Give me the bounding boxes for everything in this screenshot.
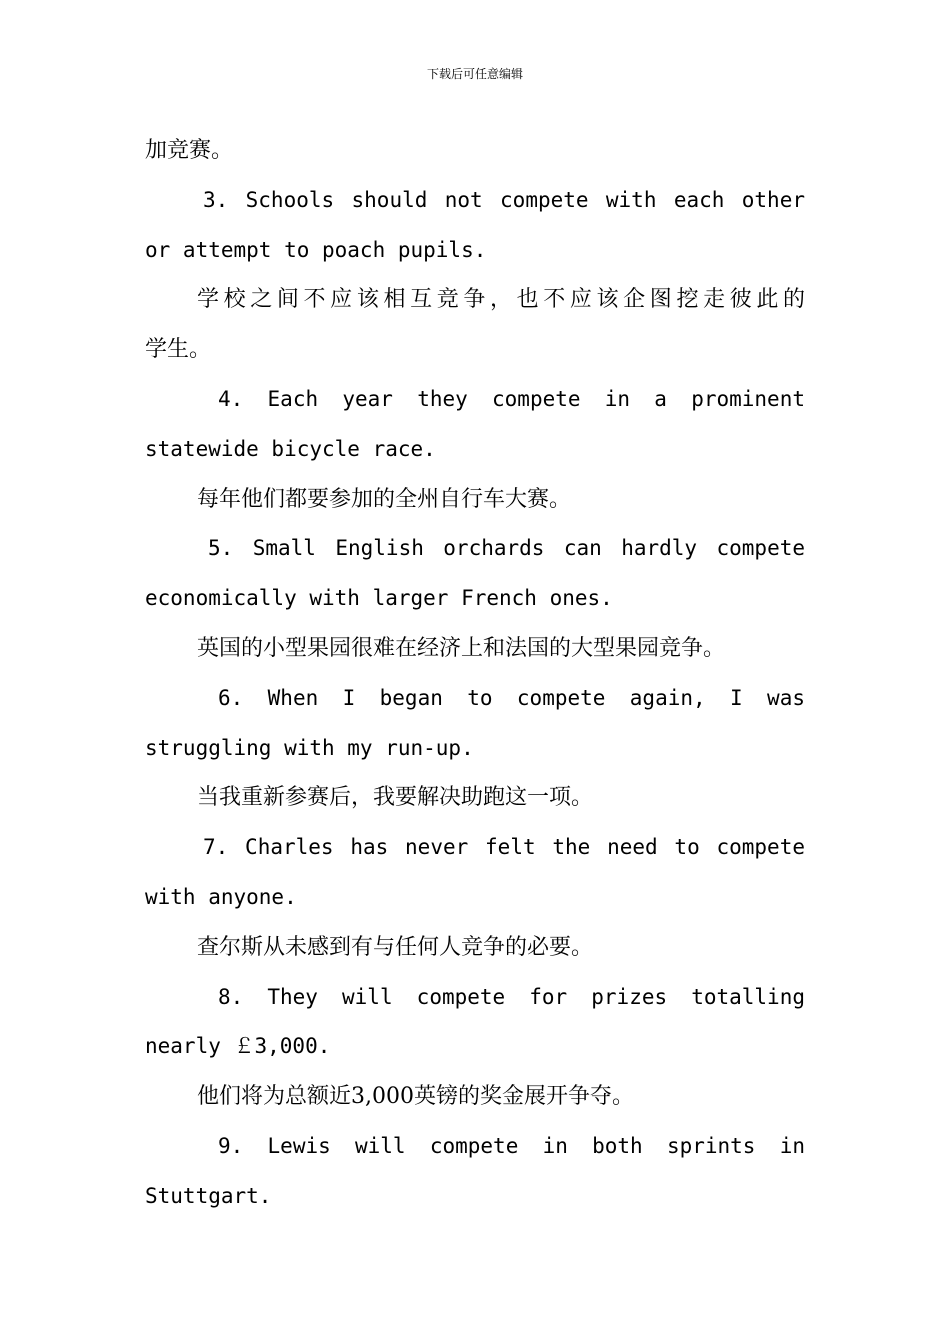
text-line: with anyone. (145, 884, 297, 909)
text-line: Stuttgart. (145, 1183, 272, 1208)
example-sentence-4: 4. Each year they compete in a prominent (218, 386, 805, 411)
example-sentence-8: 8. They will compete for prizes totalling (218, 984, 805, 1009)
text-line: nearly ￡3,000. (145, 1034, 331, 1059)
example-sentence-3: 3. Schools should not compete with each other (203, 187, 805, 212)
translation-4: 每年他们都要参加的全州自行车大赛。 (197, 486, 572, 512)
translation-8: 他们将为总额近3,000英镑的奖金展开争夺。 (197, 1084, 634, 1110)
translation-6: 当我重新参赛后，我要解决助跑这一项。 (197, 785, 594, 811)
page-header: 下载后可任意编辑 (426, 67, 523, 81)
text-line: 学生。 (145, 337, 212, 363)
text-line: struggling with my run-up. (145, 735, 474, 760)
example-sentence-6: 6. When I began to compete again, I was (218, 685, 805, 710)
example-sentence-7: 7. Charles has never felt the need to compete (203, 835, 805, 860)
example-sentence-5: 5. Small English orchards can hardly compete (208, 536, 805, 561)
example-sentence-9: 9. Lewis will compete in both sprints in (218, 1133, 805, 1158)
translation-3: 学校之间不应该相互竞争，也不应该企图挖走彼此的 (197, 287, 805, 313)
translation-5: 英国的小型果园很难在经济上和法国的大型果园竞争。 (197, 635, 726, 661)
text-line: 加竞赛。 (145, 138, 234, 163)
document-body (145, 126, 805, 1222)
text-line: statewide bicycle race. (145, 436, 436, 461)
text-line: economically with larger French ones. (145, 586, 613, 611)
translation-7: 查尔斯从未感到有与任何人竞争的必要。 (197, 934, 594, 960)
text-line: or attempt to poach pupils. (145, 237, 487, 262)
